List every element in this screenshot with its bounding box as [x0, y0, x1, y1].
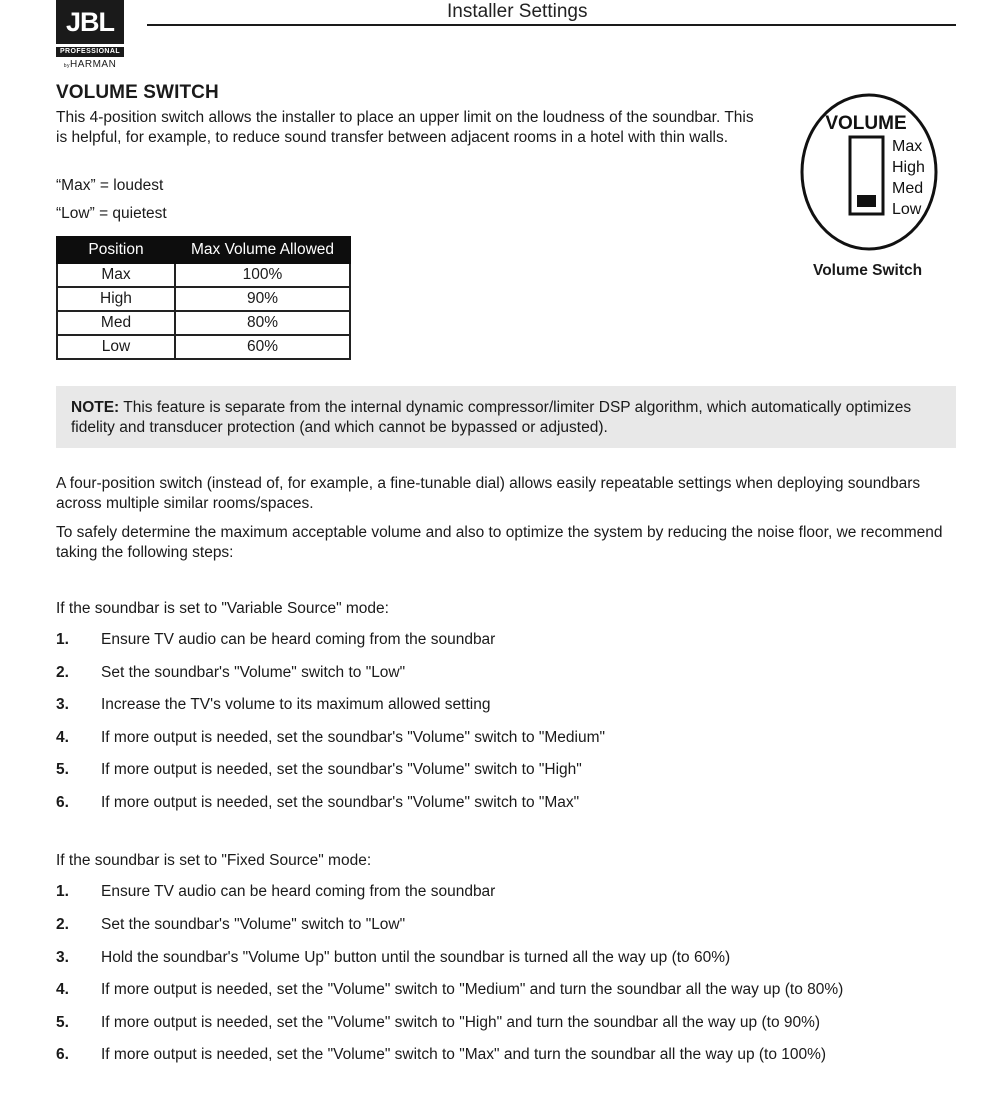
- cell-position: Max: [57, 263, 175, 287]
- page-header-title: Installer Settings: [447, 1, 588, 22]
- volume-switch-diagram: [800, 92, 938, 252]
- recommendation-paragraph: To safely determine the maximum acceptable volume and also to optimize the system by reducing the noise floor, we recommend taking the following steps:: [56, 524, 943, 561]
- diagram-label-high: High: [892, 159, 925, 176]
- intro-paragraph: This 4-position switch allows the installer to place an upper limit on the loudness of the soundbar. This is helpful, for example, to reduce sound transfer between adjacent rooms in a hotel with thin walls.: [56, 109, 754, 146]
- diagram-title: VOLUME: [825, 113, 907, 134]
- logo-harman: byHARMAN: [63, 59, 117, 70]
- cell-max-volume: 80%: [175, 311, 350, 335]
- header-rule: [147, 24, 956, 26]
- table-row: [57, 263, 350, 287]
- variable-mode-label: If the soundbar is set to "Variable Source" mode:: [56, 600, 389, 617]
- max-definition: “Max” = loudest: [56, 177, 164, 194]
- cell-position: Low: [57, 335, 175, 359]
- section-title: VOLUME SWITCH: [56, 82, 219, 103]
- note-box: [56, 386, 956, 448]
- table-row: [57, 287, 350, 311]
- logo-brand: JBL: [56, 0, 124, 44]
- cell-position: Med: [57, 311, 175, 335]
- diagram-label-med: Med: [892, 180, 924, 197]
- note-body: This feature is separate from the internal dynamic compressor/limiter DSP algorithm, which automatically optimizes fidelity and transducer protection (and which cannot be bypassed or adjusted).: [71, 399, 912, 436]
- diagram-caption: Volume Switch: [813, 262, 923, 279]
- fixed-mode-label: If the soundbar is set to "Fixed Source" mode:: [56, 852, 372, 869]
- diagram-label-max: Max: [892, 138, 923, 155]
- low-definition: “Low” = quietest: [56, 205, 167, 222]
- note-label: NOTE:: [71, 399, 120, 416]
- volume-table: [56, 236, 351, 360]
- table-row: [57, 335, 350, 359]
- cell-position: High: [57, 287, 175, 311]
- cell-max-volume: 60%: [175, 335, 350, 359]
- jbl-professional-logo: [56, 0, 124, 72]
- cell-max-volume: 90%: [175, 287, 350, 311]
- column-header-max-volume: Max Volume Allowed: [175, 237, 350, 263]
- logo-sub: PROFESSIONAL: [56, 47, 124, 57]
- diagram-label-low: Low: [892, 201, 922, 218]
- cell-max-volume: 100%: [175, 263, 350, 287]
- four-position-paragraph: A four-position switch (instead of, for example, a fine-tunable dial) allows easily repeatable settings when deploying soundbars across multiple similar rooms/spaces.: [56, 475, 921, 512]
- note-text: [71, 398, 941, 438]
- table-row: [57, 311, 350, 335]
- column-header-position: Position: [57, 237, 175, 263]
- table-header-row: [57, 237, 350, 263]
- switch-knob-low: [857, 195, 876, 207]
